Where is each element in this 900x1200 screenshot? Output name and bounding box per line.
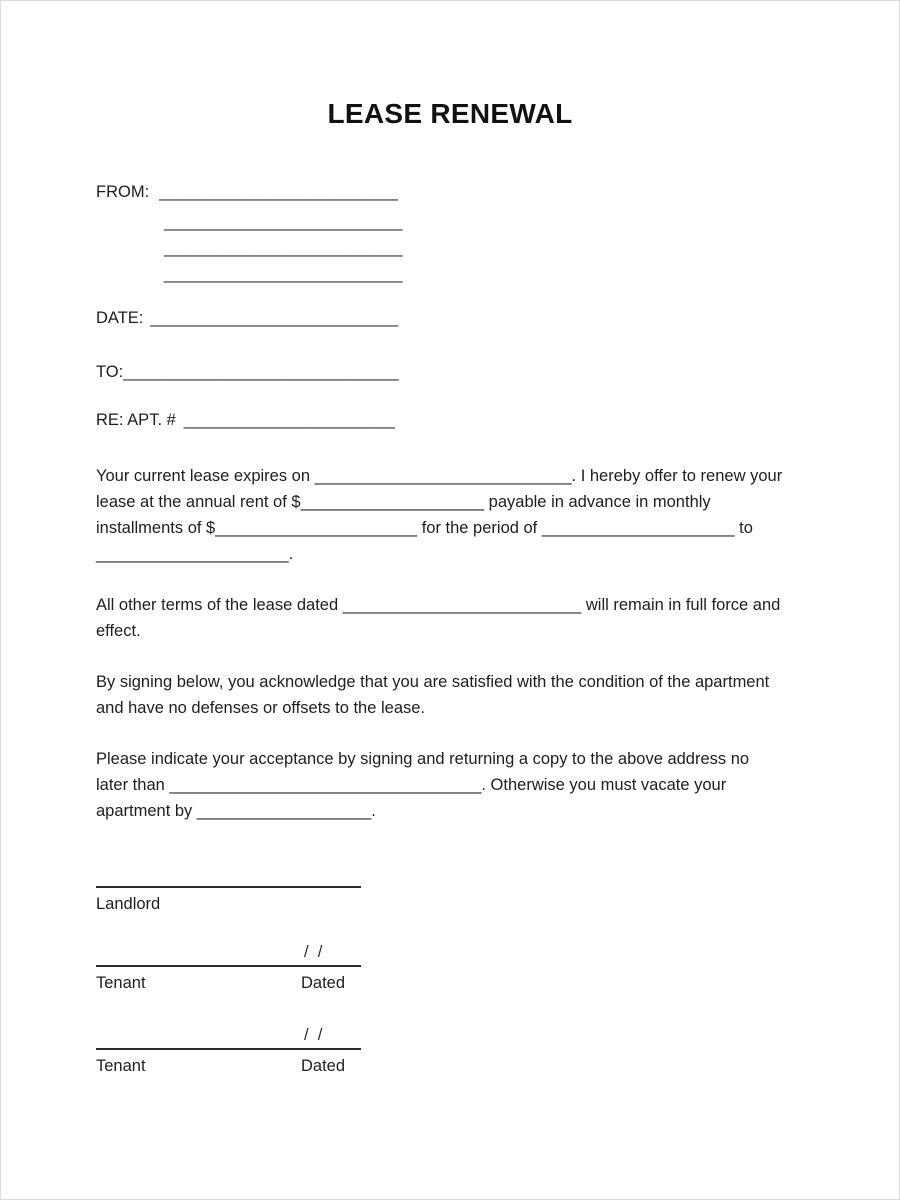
tenant-label: Tenant [96,1057,146,1075]
paragraph-line: later than __________________________________. Otherwise you must vacate your [96,776,727,794]
to-label: TO: [96,363,124,381]
to-blank: ______________________________ [123,363,399,381]
re-apt-label: RE: APT. # [96,411,176,429]
dated-label: Dated [301,974,346,992]
paragraph-lease-renewal-terms [96,463,804,567]
paragraph-acceptance [96,746,804,824]
tenant-label: Tenant [96,974,146,992]
landlord-signature-line [96,862,361,888]
to-field [96,359,804,385]
date-slashes: / / [304,1026,323,1044]
paragraph-line: apartment by ___________________. [96,802,376,820]
landlord-signature-block [96,862,804,917]
tenant-signature-line-2 [96,1024,361,1050]
paragraph-line: Your current lease expires on ____________________________. I hereby offer to renew your [96,467,783,485]
date-slashes: / / [304,943,323,961]
paragraph-line: effect. [96,622,141,640]
tenant-dated-labels-2 [96,1053,804,1079]
tenant-signature-block-2 [96,1024,804,1079]
dated-label: Dated [301,1057,346,1075]
paragraph-line: installments of $______________________ for the period of _____________________ to [96,519,753,537]
re-apt-field [96,407,804,433]
paragraph-acknowledgement [96,669,804,721]
document-title: LEASE RENEWAL [327,98,573,129]
paragraph-line: lease at the annual rent of $____________________ payable in advance in monthly [96,493,711,511]
date-blank: ___________________________ [150,309,399,327]
paragraph-line: and have no defenses or offsets to the lease. [96,699,426,717]
address-blank-line: __________________________ [164,265,403,283]
address-blank-line: __________________________ [164,213,403,231]
paragraph-line: All other terms of the lease dated __________________________ will remain in full force and [96,596,781,614]
tenant-signature-line-1 [96,941,361,967]
from-address-lines [164,209,804,287]
tenant-signature-block-1 [96,941,804,996]
address-blank-line: __________________________ [164,239,403,257]
paragraph-line: Please indicate your acceptance by signing and returning a copy to the above address no [96,750,750,768]
from-blank: __________________________ [159,183,398,201]
re-apt-blank: _______________________ [183,411,395,429]
from-field [96,179,804,205]
paragraph-line: _____________________. [96,545,294,563]
landlord-label: Landlord [96,895,161,913]
date-label: DATE: [96,309,144,327]
from-label: FROM: [96,183,150,201]
paragraph-other-terms [96,592,804,644]
paragraph-line: By signing below, you acknowledge that you are satisfied with the condition of the apartment [96,673,770,691]
tenant-dated-labels-1 [96,970,804,996]
date-field [96,305,804,331]
